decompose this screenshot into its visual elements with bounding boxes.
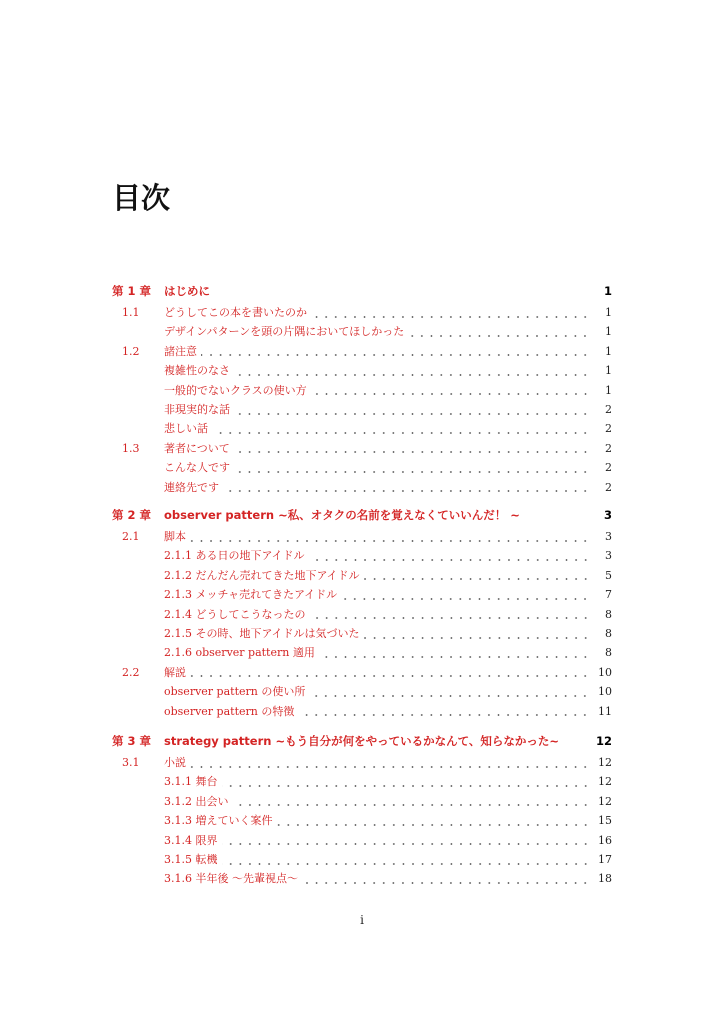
entry-title: observer pattern の使い所	[164, 685, 306, 699]
subsection-entry[interactable]	[112, 478, 612, 497]
entry-title: はじめに	[164, 284, 210, 298]
entry-title: 複雑性のなさ	[164, 364, 230, 378]
entry-page: 2	[605, 480, 612, 494]
dot-leader	[309, 551, 591, 561]
chapter-1	[112, 282, 612, 497]
entry-title: どうしてこの本を書いたのか	[164, 306, 307, 319]
entry-page: 11	[598, 704, 612, 718]
entry-title: strategy pattern ~もう自分が何をやっているかなんて、知らなかった~	[164, 734, 559, 748]
section-entry[interactable]	[112, 439, 612, 458]
entry-title: 2.1.2 だんだん売れてきた地下アイドル	[164, 568, 360, 582]
entry-title: 2.1.1 ある日の地下アイドル	[164, 549, 305, 563]
subsection-entry[interactable]	[112, 322, 612, 341]
dot-leader	[302, 874, 590, 884]
entry-title: 非現実的な話	[164, 402, 230, 416]
entry-page: 1	[605, 364, 612, 378]
entry-page: 1	[605, 325, 612, 339]
entry-title: 著者について	[164, 441, 230, 455]
dot-leader	[408, 327, 590, 337]
entry-page: 2	[605, 441, 612, 455]
entry-title: 小説	[164, 756, 186, 769]
entry-title: 3.1.6 半年後 〜先輩視点〜	[164, 872, 298, 886]
dot-leader	[311, 308, 590, 318]
subsection-entry[interactable]	[112, 400, 612, 419]
dot-leader	[311, 385, 590, 395]
dot-leader	[190, 758, 590, 768]
chapter-heading[interactable]	[112, 282, 612, 303]
section-entry[interactable]	[112, 663, 612, 682]
subsection-entry[interactable]	[112, 381, 612, 400]
entry-page: 8	[605, 607, 612, 621]
subsection-entry[interactable]	[112, 811, 612, 830]
dot-leader	[233, 796, 591, 806]
dot-leader	[190, 532, 590, 542]
dot-leader	[277, 816, 591, 826]
entry-page: 3	[605, 530, 612, 543]
dot-leader	[319, 648, 590, 658]
dot-leader	[234, 366, 590, 376]
dot-leader	[190, 667, 590, 677]
subsection-entry[interactable]	[112, 419, 612, 438]
entry-page: 3	[605, 549, 612, 563]
entry-page: 3	[603, 508, 612, 522]
subsection-entry[interactable]	[112, 624, 612, 643]
entry-page: 1	[605, 383, 612, 397]
entry-page: 12	[598, 794, 612, 808]
dot-leader	[341, 590, 590, 600]
entry-title: observer pattern ~私、オタクの名前を覚えなくていいんだ！ ~	[164, 508, 520, 522]
dot-leader	[223, 482, 590, 492]
subsection-entry[interactable]	[112, 831, 612, 850]
section-entry[interactable]	[112, 303, 612, 322]
entry-title: 脚本	[164, 530, 186, 543]
entry-page: 15	[598, 814, 612, 828]
dot-leader	[364, 570, 591, 580]
entry-number: 1.2	[122, 344, 140, 358]
entry-title: 連絡先です	[164, 480, 219, 494]
entry-title: こんな人です	[164, 461, 230, 475]
dot-leader	[524, 512, 590, 522]
dot-leader	[234, 443, 590, 453]
entry-page: 12	[595, 734, 612, 748]
subsection-entry[interactable]	[112, 850, 612, 869]
entry-page: 8	[605, 626, 612, 640]
subsection-entry[interactable]	[112, 605, 612, 624]
dot-leader	[298, 706, 590, 716]
entry-page: 2	[605, 422, 612, 436]
entry-page: 12	[598, 775, 612, 789]
page-number: i	[360, 913, 364, 927]
dot-leader	[212, 424, 590, 434]
entry-page: 1	[605, 344, 612, 358]
entry-title: 2.1.4 どうしてこうなったの	[164, 607, 306, 621]
subsection-entry[interactable]	[112, 566, 612, 585]
subsection-entry[interactable]	[112, 772, 612, 791]
entry-number: 第 3 章	[112, 734, 152, 748]
entry-number: 2.2	[122, 665, 140, 679]
entry-number: 1.1	[122, 306, 140, 319]
entry-title: 諸注意	[164, 344, 197, 358]
chapter-heading[interactable]	[112, 506, 612, 527]
chapter-heading[interactable]	[112, 732, 612, 753]
dot-leader	[364, 629, 591, 639]
entry-page: 5	[605, 568, 612, 582]
entry-page: 2	[605, 461, 612, 475]
entry-number: 1.3	[122, 441, 140, 455]
entry-page: 12	[598, 756, 612, 769]
subsection-entry[interactable]	[112, 458, 612, 477]
entry-page: 10	[598, 685, 612, 699]
entry-number: 3.1	[122, 756, 140, 769]
dot-leader	[310, 609, 591, 619]
entry-title: observer pattern の特徴	[164, 704, 295, 718]
entry-page: 2	[605, 402, 612, 416]
subsection-entry[interactable]	[112, 546, 612, 565]
entry-number: 第 2 章	[112, 508, 152, 522]
entry-page: 10	[598, 665, 612, 679]
entry-number: 第 1 章	[112, 284, 152, 298]
subsection-entry[interactable]	[112, 682, 612, 701]
entry-page: 16	[598, 833, 612, 847]
section-entry[interactable]	[112, 527, 612, 546]
dot-leader	[201, 346, 590, 356]
subsection-entry[interactable]	[112, 792, 612, 811]
entry-page: 7	[605, 588, 612, 602]
entry-title: 3.1.5 転機	[164, 852, 218, 866]
entry-title: 2.1.5 その時、地下アイドルは気づいた	[164, 626, 360, 640]
entry-title: デザインパターンを頭の片隅においてほしかった	[164, 325, 405, 339]
dot-leader	[234, 463, 590, 473]
subsection-entry[interactable]	[112, 585, 612, 604]
entry-title: 一般的でないクラスの使い方	[164, 383, 307, 397]
entry-page: 8	[605, 646, 612, 660]
entry-number: 2.1	[122, 530, 140, 543]
entry-page: 1	[605, 306, 612, 319]
subsection-entry[interactable]	[112, 643, 612, 662]
entry-title: 3.1.1 舞台	[164, 775, 218, 789]
entry-title: 悲しい話	[164, 422, 208, 436]
entry-page: 18	[598, 872, 612, 886]
dot-leader	[214, 288, 590, 298]
chapter-2	[112, 506, 612, 721]
entry-title: 3.1.3 増えていく案件	[164, 814, 273, 828]
entry-title: 解説	[164, 665, 186, 679]
subsection-entry[interactable]	[112, 361, 612, 380]
toc-title: 目次	[112, 181, 171, 215]
entry-title: 3.1.2 出会い	[164, 794, 229, 808]
dot-leader	[563, 738, 590, 748]
section-entry[interactable]	[112, 753, 612, 772]
chapter-3	[112, 732, 612, 889]
section-entry[interactable]	[112, 342, 612, 361]
entry-title: 3.1.4 限界	[164, 833, 218, 847]
dot-leader	[222, 835, 591, 845]
entry-title: 2.1.6 observer pattern 適用	[164, 646, 315, 660]
entry-page: 17	[598, 852, 612, 866]
dot-leader	[222, 855, 591, 865]
subsection-entry[interactable]	[112, 869, 612, 888]
entry-page: 1	[603, 284, 612, 298]
entry-title: 2.1.3 メッチャ売れてきたアイドル	[164, 588, 338, 602]
subsection-entry[interactable]	[112, 702, 612, 721]
dot-leader	[234, 405, 590, 415]
dot-leader	[222, 777, 591, 787]
dot-leader	[309, 687, 590, 697]
